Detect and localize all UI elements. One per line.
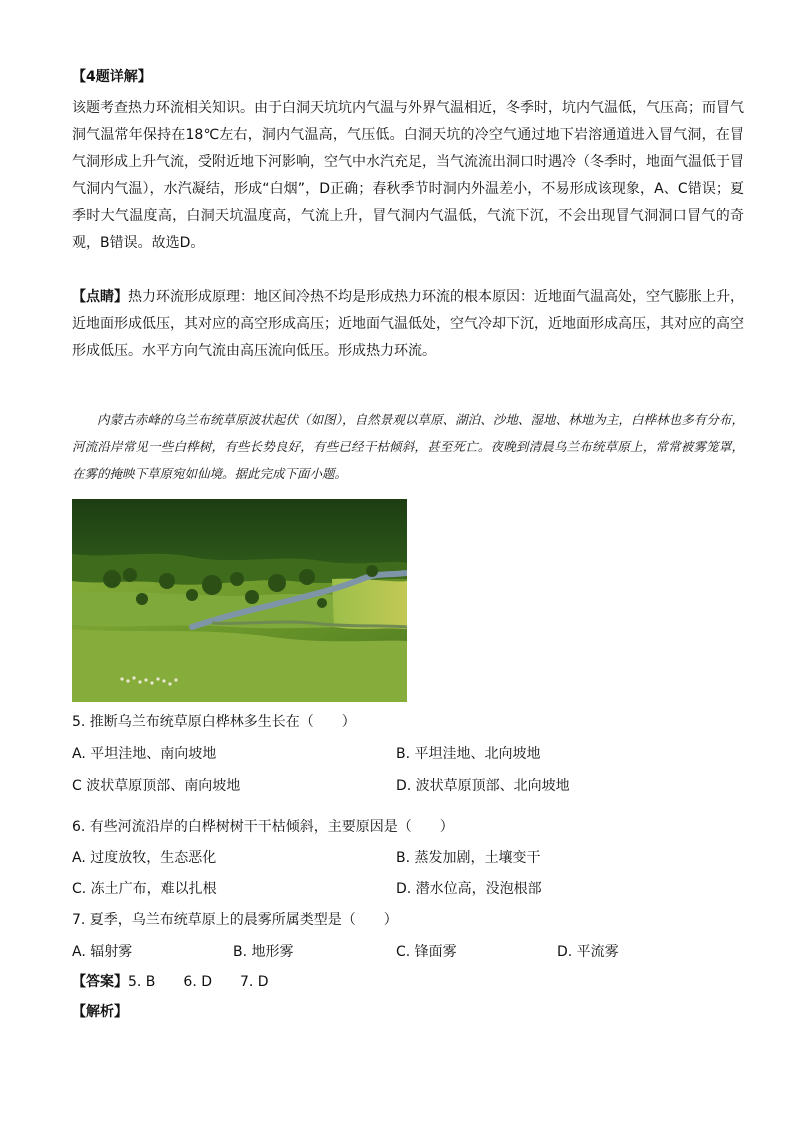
answer-tag: 【答案】 — [72, 974, 128, 990]
question-7-stem: 7. 夏季，乌兰布统草原上的晨雾所属类型是（ ） — [72, 912, 398, 928]
detail-4-text: 该题考查热力环流相关知识。由于白洞天坑坑内气温与外界气温相近，冬季时，坑内气温低，气压高；而冒气洞气温常年保持在18℃左右，洞内气温高，气压低。白洞天坑的冷空气通过地下岩溶通道进入冒气洞，在冒气洞形成上升气流，受附近地下河影响，空气中水汽充足，当气流流出洞口时遇冷（冬季时，地面气温低于冒气洞内气温），水汽凝结，形成“白烟”，D正确；春秋季节时洞内外温差小，不易形成该现象，A、C错误；夏季时大气温度高，白洞天坑温度高，气流上升，冒气洞内气温低，气流下沉，不会出现冒气洞洞口冒气的奇观，B错误。故选D。 — [72, 100, 744, 251]
question-6-option-b: B. 蒸发加剧，土壤变干 — [396, 850, 541, 866]
question-5-option-a: A. 平坦洼地、南向坡地 — [72, 746, 217, 762]
question-6-option-a: A. 过度放牧，生态恶化 — [72, 850, 217, 866]
tip-paragraph — [72, 284, 744, 365]
question-7-option-a: A. 辐射雾 — [72, 944, 133, 960]
question-6-option-d: D. 潜水位高，没泡根部 — [396, 881, 542, 897]
tip-tag: 【点睛】 — [72, 289, 128, 305]
tip-text: 热力环流形成原理：地区间冷热不均是形成热力环流的根本原因：近地面气温高处，空气膨胀上升，近地面形成低压，其对应的高空形成高压；近地面气温低处，空气冷却下沉，近地面形成高压，其对应的高空形成低压。水平方向气流由高压流向低压。形成热力环流。 — [72, 289, 744, 359]
grassland-photo — [72, 499, 407, 702]
answer-text: 5. B 6. D 7. D — [128, 974, 269, 990]
detail-4-tag: 【4题详解】 — [72, 69, 152, 85]
answer-line — [72, 972, 269, 992]
question-5-stem: 5. 推断乌兰布统草原白桦林多生长在（ ） — [72, 714, 356, 730]
question-5-option-b: B. 平坦洼地、北向坡地 — [396, 746, 541, 762]
question-6-stem: 6. 有些河流沿岸的白桦树树干干枯倾斜，主要原因是（ ） — [72, 819, 454, 835]
analysis-tag: 【解析】 — [72, 1004, 128, 1020]
question-7-option-c: C. 锋面雾 — [396, 944, 457, 960]
passage-text: 内蒙古赤峰的乌兰布统草原波状起伏（如图），自然景观以草原、湖泊、沙地、湿地、林地为主，白桦林也多有分布，河流沿岸常见一些白桦树，有些长势良好，有些已经干枯倾斜，甚至死亡。夜晚到清晨乌兰布统草原上，常常被雾笼罩，在雾的掩映下草原宛如仙境。据此完成下面小题。 — [72, 412, 744, 481]
question-6-option-c: C. 冻土广布，难以扎根 — [72, 881, 217, 897]
question-7-option-b: B. 地形雾 — [233, 944, 294, 960]
question-7-option-d: D. 平流雾 — [557, 944, 619, 960]
analysis-line — [72, 1002, 128, 1022]
question-5-option-d: D. 波状草原顶部、北向坡地 — [396, 778, 570, 794]
question-5-option-c: C 波状草原顶部、南向坡地 — [72, 778, 241, 794]
